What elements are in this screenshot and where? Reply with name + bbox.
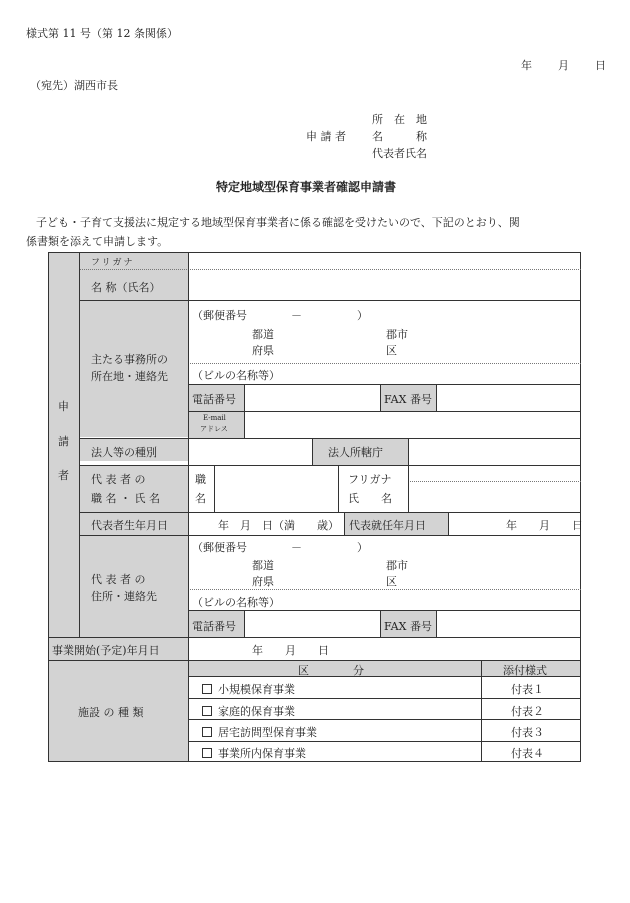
office-ku: 区 <box>386 344 397 357</box>
corp-office-field[interactable] <box>409 439 580 464</box>
rep-shimei: 氏 名 <box>348 492 392 505</box>
name-field[interactable] <box>190 271 580 299</box>
rep-gunshi: 郡市 <box>386 559 408 572</box>
side-label-1: 申 <box>58 400 69 413</box>
rep-addr-label-2: 住所・連絡先 <box>91 590 157 603</box>
rep-fuken: 府県 <box>252 575 274 588</box>
side-label-3: 者 <box>58 469 69 482</box>
rep-shoku: 職 <box>195 473 206 486</box>
checkbox-icon[interactable] <box>202 684 212 694</box>
office-building: （ビルの名称等） <box>192 369 280 382</box>
office-label-2: 所在地・連絡先 <box>91 370 168 383</box>
facility-row-2[interactable]: 家庭的保育事業 <box>202 703 295 719</box>
email-field[interactable] <box>245 412 580 437</box>
facility-form-4: 付表４ <box>511 747 544 760</box>
facility-row-3[interactable]: 居宅訪問型保育事業 <box>202 724 317 740</box>
rep-fax-label: FAX 番号 <box>384 620 432 633</box>
name-label: 名 称 <box>372 130 427 143</box>
rep-title-field[interactable] <box>215 466 337 511</box>
rep-phone-field[interactable] <box>245 611 379 636</box>
corp-type-field[interactable] <box>189 439 311 464</box>
office-phone-field[interactable] <box>245 385 379 410</box>
office-phone-label: 電話番号 <box>192 393 236 406</box>
facility-row-1[interactable]: 小規模保育事業 <box>202 681 295 697</box>
intro-line-2: 係書類を添えて申請します。 <box>26 235 169 248</box>
facility-form-2: 付表２ <box>511 705 544 718</box>
rep-furigana: フリガナ <box>348 473 392 486</box>
office-fax-label: FAX 番号 <box>384 393 432 406</box>
office-label-1: 主たる事務所の <box>91 353 168 366</box>
checkbox-icon[interactable] <box>202 706 212 716</box>
facility-form-3: 付表３ <box>511 726 544 739</box>
location-label: 所 在 地 <box>372 113 427 126</box>
rep-phone-label: 電話番号 <box>192 620 236 633</box>
office-todo: 都道 <box>252 328 274 341</box>
corp-office-label: 法人所轄庁 <box>328 446 383 459</box>
division-header: 区 分 <box>298 664 364 677</box>
office-postal: （郵便番号 － ） <box>192 309 368 322</box>
checkbox-icon[interactable] <box>202 727 212 737</box>
checkbox-icon[interactable] <box>202 748 212 758</box>
rep-building: （ビルの名称等） <box>192 596 280 609</box>
rep-fax-field[interactable] <box>437 611 580 636</box>
furigana-label: フリガナ <box>91 258 135 268</box>
office-gunshi: 郡市 <box>386 328 408 341</box>
facility-form-1: 付表１ <box>511 683 544 696</box>
page-title: 特定地域型保育事業者確認申請書 <box>216 180 397 194</box>
email-label-2: アドレス <box>200 425 228 433</box>
furigana-field[interactable] <box>190 253 580 268</box>
rep-postal: （郵便番号 － ） <box>192 541 368 554</box>
rep-label-1: 代 表 者 の <box>91 473 146 486</box>
rep-name-field[interactable] <box>409 483 580 511</box>
rep-start-label: 代表就任年月日 <box>349 519 426 532</box>
intro-line-1: 子ども・子育て支援法に規定する地域型保育事業者に係る確認を受けたいので、下記のとおり、関 <box>36 216 520 229</box>
facility-row-4[interactable]: 事業所内保育事業 <box>202 745 306 761</box>
name-field-label: 名 称（氏名） <box>91 281 161 294</box>
rep-birth-label: 代表者生年月日 <box>91 519 168 532</box>
rep-label-2: 職 名 ・ 氏 名 <box>91 492 160 505</box>
form-number: 様式第 11 号（第 12 条関係） <box>26 27 178 40</box>
office-fuken: 府県 <box>252 344 274 357</box>
rep-addr-label-1: 代 表 者 の <box>91 573 146 586</box>
applicant-label: 申 請 者 <box>306 130 346 143</box>
business-start-label: 事業開始(予定)年月日 <box>52 644 160 657</box>
side-label-2: 請 <box>58 435 69 448</box>
facility-label: 施設 の 種 類 <box>78 706 144 719</box>
corp-type-label: 法人等の種別 <box>91 446 157 459</box>
rep-mei: 名 <box>195 492 206 505</box>
attach-header: 添付様式 <box>503 664 547 677</box>
date-month: 月 <box>558 59 569 72</box>
rep-birth-value: 年 月 日（満 歳） <box>218 519 339 532</box>
rep-todo: 都道 <box>252 559 274 572</box>
rep-start-value: 年 月 日 <box>506 519 583 532</box>
office-fax-field[interactable] <box>437 385 580 410</box>
email-label-1: E-mail <box>203 414 226 422</box>
date-day: 日 <box>595 59 606 72</box>
addressee: （宛先）湖西市長 <box>30 79 118 92</box>
business-start-value: 年 月 日 <box>252 644 329 657</box>
representative-label: 代表者氏名 <box>372 147 427 160</box>
rep-ku: 区 <box>386 575 397 588</box>
application-table <box>48 252 581 762</box>
date-year: 年 <box>521 59 532 72</box>
